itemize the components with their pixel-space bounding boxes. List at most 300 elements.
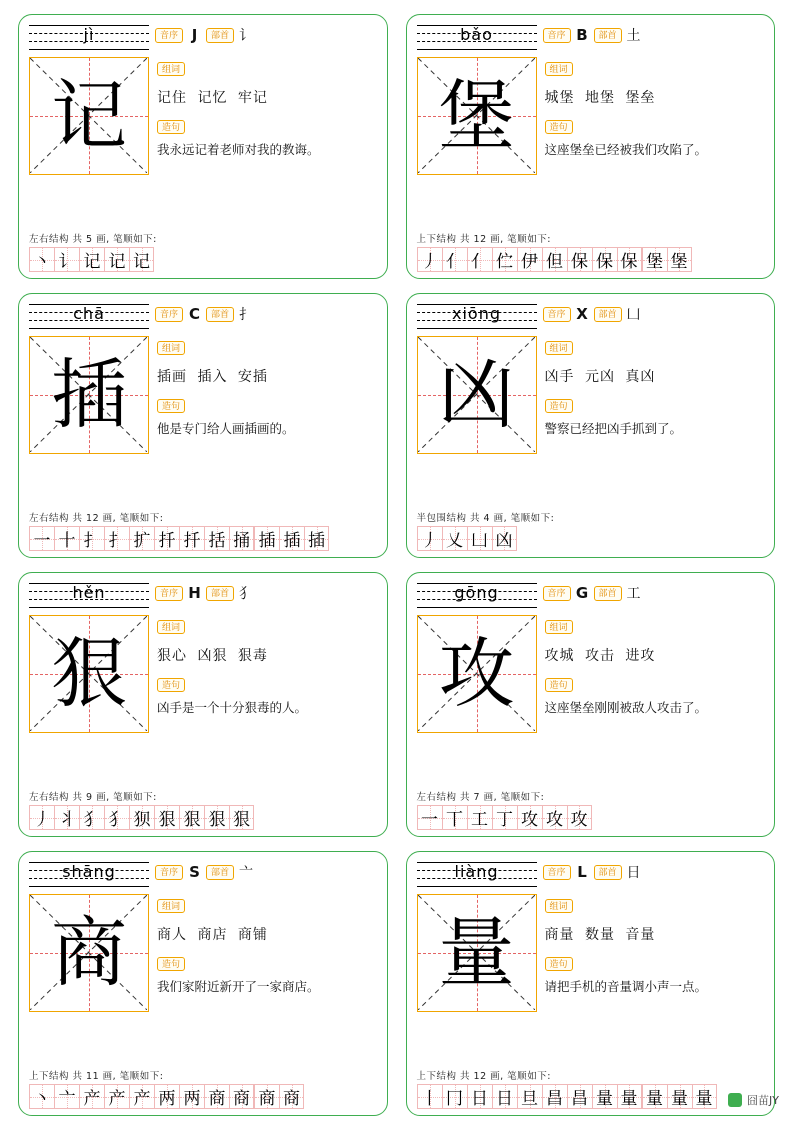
words-list: 商量 数量 音量 [544,927,656,943]
stroke-cell [442,1084,467,1109]
stroke-glyph: 狈 [133,810,151,830]
stroke-glyph: 乂 [446,531,463,551]
bushou-value: 扌 [239,307,254,323]
example-sentence: 凶手是一个十分狠毒的人。 [157,700,308,715]
zuci-tag-row [545,617,765,635]
stroke-glyph: 扌 [83,531,101,551]
character-card [18,293,388,558]
stroke-row [417,1084,642,1109]
card-right-column [157,336,377,507]
character-glyph: 堡 [438,71,515,160]
stroke-glyph: 亻 [446,252,463,272]
bushou-tag: 部首 [206,28,234,43]
character-grid-box [417,336,537,454]
zuci-tag-row [157,896,377,914]
pinyin-line [417,886,537,887]
stroke-glyph: 丿 [33,810,51,830]
character-grid-box [29,336,149,454]
zuci-tag-row [157,617,377,635]
stroke-glyph: 丶 [33,1089,51,1109]
bushou-value: 讠 [239,28,254,44]
header-tags [543,302,641,324]
stroke-row [254,1084,304,1109]
stroke-glyph: 两 [158,1089,176,1109]
structure-meta: 上下结构 共 12 画, 笔顺如下: [416,1071,551,1082]
stroke-glyph: 两 [183,1089,201,1109]
header-tags [543,581,641,603]
card-body [417,615,765,786]
zuci-tag: 组词 [545,62,573,76]
stroke-cell [229,1084,254,1109]
character-glyph: 记 [51,71,127,160]
stroke-cell [104,247,129,272]
pinyin-line [29,607,149,608]
stroke-glyph: 攻 [521,810,538,830]
stroke-cell [104,526,129,551]
stroke-cell [79,1084,104,1109]
stroke-cell [204,805,229,830]
stroke-glyph: 堡 [670,252,688,272]
stroke-cell [667,1084,692,1109]
yinxu-tag: 音序 [155,28,183,43]
stroke-cell [417,526,442,551]
stroke-cell [29,805,54,830]
stroke-cell [154,526,179,551]
pinyin-box [29,302,149,332]
character-card [406,14,776,279]
character-grid-box [417,57,537,175]
bushou-value: 亠 [239,865,254,881]
yinxu-value: B [576,26,588,44]
stroke-cell [542,1084,567,1109]
stroke-cell [304,526,329,551]
bushou-tag: 部首 [594,28,622,43]
zuci-tag-row [545,338,765,356]
words-list: 狠心 凶狠 狠毒 [157,648,268,664]
stroke-cell [154,1084,179,1109]
character-card [18,14,388,279]
zaoju-tag: 造句 [157,678,185,692]
stroke-glyph: 保 [596,252,613,272]
stroke-cell [229,526,254,551]
stroke-order-grid [29,805,377,830]
stroke-glyph: 插 [258,531,276,551]
stroke-cell [29,1084,54,1109]
zaoju-tag-row [157,954,377,972]
pinyin-line [29,886,149,887]
zaoju-tag-row [545,954,765,972]
character-card [406,851,776,1116]
zuci-tag-row [545,59,765,77]
card-body [29,57,377,228]
stroke-glyph: 商 [283,1089,300,1109]
card-body [29,336,377,507]
structure-meta: 上下结构 共 11 画, 笔顺如下: [29,1071,164,1082]
pinyin-box [417,302,537,332]
stroke-cell [54,805,79,830]
character-card [406,572,776,837]
yinxu-tag: 音序 [543,307,571,322]
stroke-cell [254,1084,279,1109]
stroke-glyph: 工 [471,810,488,830]
stroke-glyph: 丿 [421,531,438,551]
stroke-cell [442,805,467,830]
stroke-cell [642,1084,667,1109]
stroke-cell [592,1084,617,1109]
stroke-row [29,805,254,830]
card-header [29,860,377,890]
example-sentence: 我们家附近新开了一家商店。 [157,979,320,994]
stroke-glyph: 量 [695,1089,713,1109]
zaoju-tag: 造句 [545,120,573,134]
pinyin-line [417,607,537,608]
stroke-glyph: 伊 [521,252,538,272]
stroke-glyph: 伫 [496,252,513,272]
stroke-cell [567,247,592,272]
stroke-order-grid [29,526,377,551]
stroke-row [29,247,154,272]
character-grid-box [29,615,149,733]
stroke-glyph: 十 [58,531,76,551]
stroke-row [254,526,329,551]
stroke-cell [54,526,79,551]
example-sentence: 这座堡垒已经被我们攻陷了。 [544,142,708,157]
stroke-cell [517,805,542,830]
character-grid-box [29,894,149,1012]
zuci-tag: 组词 [545,341,573,355]
stroke-glyph: 产 [133,1089,151,1109]
yinxu-tag: 音序 [155,865,183,880]
character-glyph: 狠 [51,629,127,718]
stroke-glyph: 丨 [421,1089,438,1109]
pinyin-text: liàng [454,862,499,881]
stroke-cell [279,1084,304,1109]
stroke-glyph: 一 [33,531,51,551]
card-header [417,302,765,332]
zaoju-tag: 造句 [545,957,573,971]
stroke-glyph: 攻 [546,810,563,830]
stroke-glyph: 量 [646,1089,663,1109]
stroke-row [29,1084,254,1109]
stroke-cell [54,1084,79,1109]
stroke-cell [179,1084,204,1109]
pinyin-box [29,23,149,53]
stroke-cell [567,805,592,830]
zuci-tag-row [545,896,765,914]
bushou-value: 日 [626,865,641,881]
bushou-tag: 部首 [206,307,234,322]
stroke-order-grid [417,805,765,830]
stroke-order-grid [417,247,765,272]
zaoju-tag: 造句 [157,120,185,134]
stroke-cell [467,247,492,272]
stroke-glyph: 记 [133,252,150,272]
pinyin-line [417,328,537,329]
stroke-cell [442,247,467,272]
card-header [29,23,377,53]
zaoju-tag-row [545,675,765,693]
stroke-row [417,247,642,272]
stroke-cell [642,247,667,272]
words-list: 城堡 地堡 堡垒 [544,90,656,106]
bushou-tag: 部首 [594,586,622,601]
stroke-cell [592,247,617,272]
zuci-tag: 组词 [157,62,185,76]
zaoju-tag: 造句 [545,678,573,692]
stroke-glyph: 但 [546,252,563,272]
structure-meta: 左右结构 共 7 画, 笔顺如下: [416,792,545,803]
stroke-cell [617,247,642,272]
stroke-cell [442,526,467,551]
character-glyph: 商 [51,908,127,997]
words-list: 插画 插入 安插 [157,369,268,385]
card-right-column [545,615,765,786]
words-list: 攻城 攻击 进攻 [544,648,656,664]
stroke-cell [492,247,517,272]
zaoju-tag-row [157,675,377,693]
zaoju-tag-row [157,117,377,135]
stroke-glyph: 狠 [183,810,201,830]
structure-meta: 上下结构 共 12 画, 笔顺如下: [416,234,551,245]
stroke-cell [492,1084,517,1109]
stroke-cell [104,805,129,830]
card-body [417,336,765,507]
stroke-cell [29,247,54,272]
card-right-column [157,894,377,1065]
stroke-order-grid [29,247,377,272]
zaoju-tag-row [157,396,377,414]
stroke-cell [617,1084,642,1109]
stroke-order-grid [417,1084,765,1109]
stroke-row [642,1084,717,1109]
stroke-row [417,526,517,551]
stroke-glyph: 狠 [158,810,176,830]
bushou-tag: 部首 [594,865,622,880]
card-right-column [545,336,765,507]
stroke-cell [79,247,104,272]
zuci-tag: 组词 [157,620,185,634]
bushou-value: 凵 [626,307,641,323]
stroke-cell [54,247,79,272]
bushou-value: 土 [626,28,641,44]
yinxu-value: X [576,305,588,323]
stroke-order-grid [29,1084,377,1109]
stroke-cell [417,1084,442,1109]
stroke-glyph: 商 [258,1089,276,1109]
stroke-glyph: 冂 [446,1089,463,1109]
zuci-tag: 组词 [545,899,573,913]
card-right-column [545,894,765,1065]
stroke-glyph: 旦 [521,1089,538,1109]
pinyin-line [29,49,149,50]
yinxu-value: H [188,584,201,602]
stroke-cell [492,526,517,551]
zaoju-tag-row [545,117,765,135]
zaoju-tag: 造句 [545,399,573,413]
zuci-tag-row [157,59,377,77]
card-header [417,581,765,611]
structure-meta: 左右结构 共 12 画, 笔顺如下: [29,513,164,524]
card-grid [18,14,775,1116]
bushou-value: 工 [626,586,641,602]
card-body [29,615,377,786]
pinyin-text: xiōng [452,304,501,323]
header-tags [155,23,253,45]
stroke-glyph: 扦 [158,531,176,551]
pinyin-text: shāng [62,862,116,881]
header-tags [543,23,641,45]
stroke-cell [467,805,492,830]
card-header [417,23,765,53]
character-grid-box [29,57,149,175]
stroke-glyph: 一 [421,810,438,830]
card-body [417,57,765,228]
stroke-glyph: 丬 [58,810,76,830]
stroke-glyph: 犭 [108,810,126,830]
stroke-glyph: 日 [471,1089,488,1109]
stroke-glyph: 插 [283,531,301,551]
yinxu-tag: 音序 [155,307,183,322]
words-list: 凶手 元凶 真凶 [544,369,656,385]
stroke-cell [79,805,104,830]
stroke-glyph: 插 [308,531,325,551]
stroke-cell [542,247,567,272]
zaoju-tag: 造句 [157,399,185,413]
stroke-cell [667,247,692,272]
stroke-cell [542,805,567,830]
card-right-column [157,57,377,228]
stroke-cell [104,1084,129,1109]
stroke-cell [254,526,279,551]
yinxu-tag: 音序 [543,586,571,601]
character-glyph: 量 [438,908,515,997]
stroke-row [29,526,254,551]
stroke-glyph: 亻 [471,252,488,272]
stroke-glyph: 日 [496,1089,513,1109]
stroke-cell [79,526,104,551]
stroke-cell [417,247,442,272]
stroke-glyph: 昌 [546,1089,563,1109]
stroke-glyph: 亠 [58,1089,76,1109]
character-card [18,851,388,1116]
stroke-glyph: 保 [571,252,588,272]
card-header [29,581,377,611]
yinxu-tag: 音序 [155,586,183,601]
stroke-cell [492,805,517,830]
stroke-glyph: 量 [671,1089,688,1109]
stroke-cell [129,247,154,272]
card-header [29,302,377,332]
pinyin-box [417,860,537,890]
zuci-tag: 组词 [157,341,185,355]
stroke-glyph: 括 [208,531,226,551]
stroke-cell [692,1084,717,1109]
structure-meta: 左右结构 共 9 画, 笔顺如下: [29,792,157,803]
pinyin-box [417,581,537,611]
header-tags [155,581,253,603]
character-grid-box [417,615,537,733]
stroke-cell [279,526,304,551]
pinyin-box [29,860,149,890]
bushou-tag: 部首 [594,307,622,322]
stroke-cell [154,805,179,830]
pinyin-box [417,23,537,53]
stroke-row [642,247,692,272]
example-sentence: 请把手机的音量调小声一点。 [544,979,708,994]
stroke-cell [517,1084,542,1109]
stroke-glyph: 凵 [471,531,488,551]
pinyin-text: jì [83,25,95,44]
yinxu-value: J [191,26,198,44]
structure-meta: 半包围结构 共 4 画, 笔顺如下: [416,513,555,524]
stroke-glyph: 堡 [646,252,663,272]
stroke-glyph: 狠 [208,810,226,830]
bushou-tag: 部首 [206,586,234,601]
pinyin-box [29,581,149,611]
example-sentence: 我永远记着老师对我的教诲。 [157,142,320,157]
header-tags [155,302,253,324]
stroke-glyph: 商 [208,1089,226,1109]
stroke-glyph: 犭 [83,810,101,830]
pinyin-text: chā [73,304,105,323]
stroke-glyph: 捅 [233,531,250,551]
pinyin-text: hěn [72,583,106,602]
card-right-column [545,57,765,228]
brand-label: 囧苗JY [747,1094,779,1107]
stroke-glyph: 扌 [108,531,126,551]
stroke-cell [204,1084,229,1109]
brand-logo-icon [728,1093,742,1107]
stroke-cell [129,526,154,551]
stroke-glyph: 丶 [33,252,51,272]
yinxu-value: S [189,863,200,881]
stroke-cell [179,805,204,830]
stroke-glyph: 保 [620,252,638,272]
stroke-cell [467,1084,492,1109]
structure-meta: 左右结构 共 5 画, 笔顺如下: [29,234,157,245]
zuci-tag: 组词 [545,620,573,634]
header-tags [155,860,253,882]
stroke-glyph: 商 [233,1089,250,1109]
stroke-glyph: 量 [620,1089,638,1109]
bushou-value: 犭 [239,586,254,602]
pinyin-line [417,49,537,50]
yinxu-value: L [577,863,587,881]
character-card [18,572,388,837]
stroke-glyph: 丁 [496,810,513,830]
bushou-tag: 部首 [206,865,234,880]
example-sentence: 他是专门给人画插画的。 [157,421,295,436]
stroke-cell [229,805,254,830]
stroke-cell [29,526,54,551]
brand-watermark [728,1092,779,1108]
stroke-cell [129,1084,154,1109]
stroke-glyph: 狠 [233,810,250,830]
character-card [406,293,776,558]
stroke-cell [204,526,229,551]
zuci-tag-row [157,338,377,356]
stroke-glyph: 记 [108,252,126,272]
pinyin-text: gōng [454,583,499,602]
card-header [417,860,765,890]
stroke-glyph: 凶 [495,531,513,551]
stroke-cell [467,526,492,551]
stroke-cell [129,805,154,830]
pinyin-text: bǎo [460,25,493,44]
stroke-glyph: 讠 [58,252,76,272]
card-right-column [157,615,377,786]
yinxu-tag: 音序 [543,865,571,880]
